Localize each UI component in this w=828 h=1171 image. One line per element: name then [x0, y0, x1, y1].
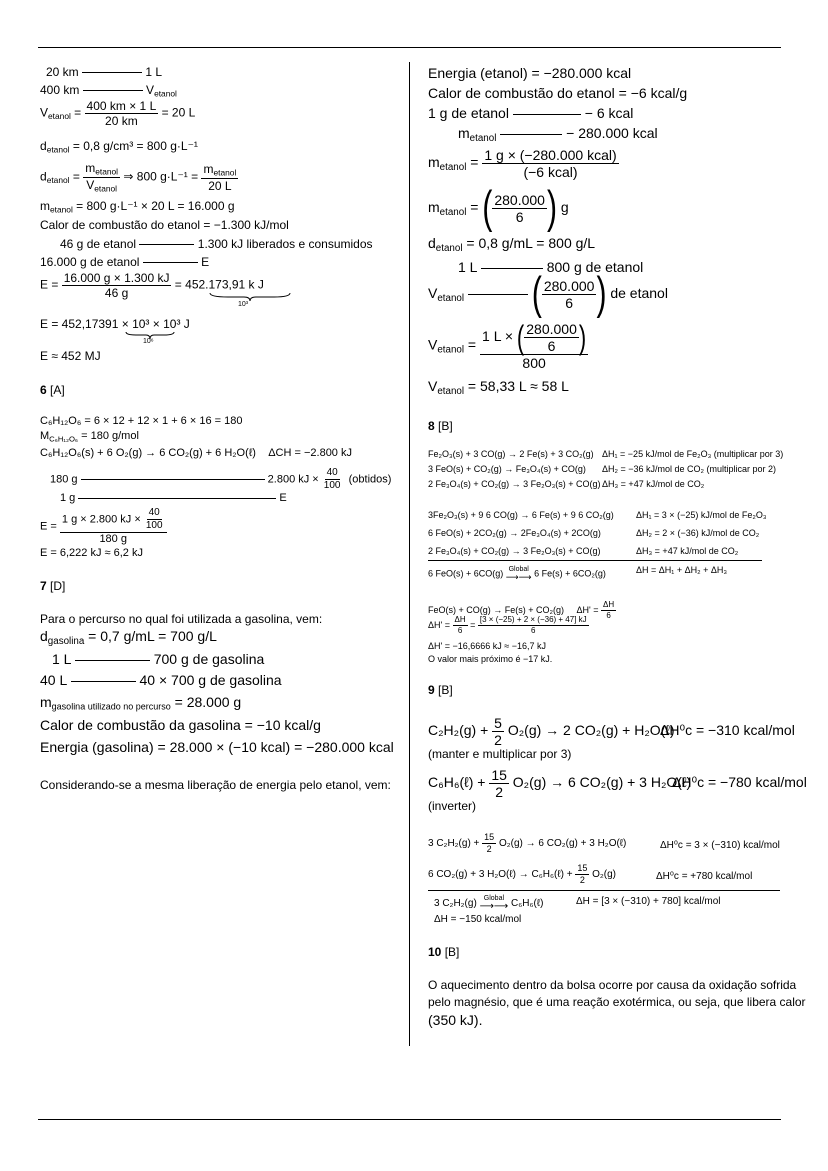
benzene-note: (inverter): [428, 799, 477, 813]
enthalpy-b3: ΔH₃ = +47 kJ/mol de CO₂: [636, 546, 739, 556]
sum-rule: [428, 890, 780, 891]
gasoline-heat: Calor de combustão da gasolina = −10 kcal/g: [40, 717, 321, 733]
reaction-b4: 6 FeO(s) + 6CO(g) Global ⟶⟶ 6 Fe(s) + 6CO₂(g): [428, 566, 606, 582]
underbrace: [208, 291, 292, 303]
ethanol-density: $d_{etanol} = 0,8$ g/mL = 800 g/L: [428, 235, 596, 254]
question-9-header: 9 [B]: [428, 683, 453, 697]
energy-equation-2: E = 452,17391 × 10³ × 10³ J: [40, 317, 190, 331]
ethanol-volume-eq-2: $V_{etanol}$ = 1 L × ( $\frac{280.000}{6}$ ) 800: [428, 318, 587, 371]
gasoline-density: $d_{gasolina} = 0,7$ g/mL = 700 g/L: [40, 628, 217, 647]
reaction-f2: 6 CO₂(g) + 3 H₂O(ℓ) → C₆H₆(ℓ) + $\frac{15}{2}$ O₂(g): [428, 863, 616, 885]
ratio-row: 180 g 2.800 kJ × $\frac{40}{100}$ (obtidos): [50, 467, 392, 491]
brace-label: 10⁶: [143, 338, 154, 345]
mass-equation: $m_{etanol} = 800$ g·L⁻¹ × 20 L = 16.000 g: [40, 199, 235, 215]
enthalpy-f2: ΔH⁰c = +780 kcal/mol: [656, 871, 753, 882]
ratio-row: 20 km 1 L: [46, 65, 163, 79]
molar-mass: $M_{C_6H_{12}O_6} = 180$ g/mol: [40, 430, 139, 444]
ratio-row: 40 L 40 × 700 g de gasolina: [40, 672, 282, 688]
q10-text-line: (350 kJ).: [428, 1012, 483, 1028]
ratio-row: 1 L 800 g de etanol: [458, 259, 644, 275]
reaction-f1: 3 C₂H₂(g) + $\frac{15}{2}$ O₂(g) → 6 CO₂(g) + 3 H₂O(ℓ): [428, 832, 627, 854]
question-8-header: 8 [B]: [428, 419, 453, 433]
reaction-c1: FeO(s) + CO(g) → Fe(s) + CO₂(g) ΔH' = $\frac{\Delta H}{6}$: [428, 600, 615, 620]
reaction-a3: 2 Fe₃O₄(s) + CO₂(g) → 3 Fe₂O₃(s) + CO(g): [428, 479, 601, 489]
combustion-heat: Calor de combustão do etanol = −1.300 kJ/mol: [40, 218, 289, 232]
ethanol-mass-eq-2: $m_{etanol}$ = ( $\frac{280.000}{6}$ ) g: [428, 183, 569, 233]
reaction-a2: 3 FeO(s) + CO₂(g) → Fe₃O₄(s) + CO(g): [428, 464, 586, 474]
density-equation: $d_{etanol} = 0,8$ g/cm³ = 800 g·L⁻¹: [40, 139, 198, 155]
column-divider: [409, 62, 410, 1046]
reaction-a1: Fe₂O₃(s) + 3 CO(g) → 2 Fe(s) + 3 CO₂(g): [428, 449, 594, 459]
enthalpy-b1: ΔH₁ = 3 × (−25) kJ/mol de Fe₂O₃: [636, 510, 767, 520]
ethanol-energy: Energia (etanol) = −280.000 kcal: [428, 65, 632, 81]
question-10-header: 10 [B]: [428, 945, 460, 959]
brace-label: 10³: [238, 301, 249, 308]
gasoline-mass: $m_{gasolina utilizado no percurso} = 28.000$ g: [40, 694, 242, 712]
enthalpy-a1: ΔH₁ = −25 kJ/mol de Fe₂O₃ (multiplicar por 3): [602, 449, 784, 459]
bottom-rule: [38, 1119, 781, 1120]
enthalpy-a3: ΔH₃ = +47 kJ/mol de CO₂: [602, 479, 705, 489]
energy-equation-1: E = $\frac{16.000 g \times 1.300 kJ}{46 g}$ = 452.173,91 k J: [40, 271, 264, 300]
top-rule: [38, 47, 781, 48]
q10-text-line: pelo magnésio, que é uma reação exotérmica, ou seja, que libera calor: [428, 995, 806, 1009]
enthalpy-f1: ΔH⁰c = 3 × (−310) kcal/mol: [660, 840, 780, 851]
enthalpy-f4: ΔH = −150 kcal/mol: [434, 914, 522, 925]
ratio-row: 1 L 700 g de gasolina: [52, 651, 265, 667]
ethanol-mass-eq-1: $m_{etanol}$ = $\frac{\text{1 g × (−280.000 kcal)}}{\text{(−6 kcal)}}$: [428, 147, 617, 180]
ethanol-heat: Calor de combustão do etanol = −6 kcal/g: [428, 85, 688, 101]
delta-h-result: ΔH' = −16,6666 kJ ≈ −16,7 kJ: [428, 641, 546, 651]
ratio-row: 16.000 g de etanol E: [40, 255, 210, 269]
reaction-b1: 3Fe₂O₃(s) + 9 6 CO(g) → 6 Fe(s) + 9 6 CO₂(g): [428, 510, 614, 520]
benzene-reaction: C₆H₆(ℓ) + $\frac{15}{2}$ O₂(g) → 6 CO₂(g) + 3 H₂O(ℓ): [428, 767, 692, 800]
acetylene-note: (manter e multiplicar por 3): [428, 747, 572, 761]
q10-text-line: O aquecimento dentro da bolsa ocorre por causa da oxidação sofrida: [428, 978, 797, 992]
ethanol-volume-eq-1: $V_{etanol}$ ( $\frac{280.000}{6}$ ) de etanol: [428, 269, 668, 319]
ratio-row: 1 g de etanol − 6 kcal: [428, 105, 634, 121]
ratio-row: 46 g de etanol 1.300 kJ liberados e consumidos: [60, 237, 373, 251]
acetylene-reaction: C₂H₂(g) + $\frac{5}{2}$ O₂(g) → 2 CO₂(g) + H₂O(ℓ): [428, 715, 675, 748]
enthalpy-f3: ΔH = [3 × (−310) + 780] kcal/mol: [576, 896, 721, 907]
reaction-b2: 6 FeO(s) + 2CO₂(g) → 2Fe₃O₄(s) + 2CO(g): [428, 528, 601, 538]
q7-intro: Para o percurso no qual foi utilizada a gasolina, vem:: [40, 612, 323, 626]
question-7-header: 7 [D]: [40, 579, 66, 593]
ethanol-volume-result: $V_{etanol} = 58,33$ L ≈ 58 L: [428, 378, 569, 397]
density-equation-2: $d_{etanol}$ = $\frac{m_{etanol}}{V_{etanol}}$ ⇒ 800 g·L⁻¹ = $\frac{m_{etanol}}{20 L}$: [40, 161, 237, 194]
glucose-reaction: C₆H₁₂O₆(s) + 6 O₂(g) → 6 CO₂(g) + 6 H₂O(ℓ) ΔCH = −2.800 kJ: [40, 447, 352, 459]
reaction-b3: 2 Fe₃O₄(s) + CO₂(g) → 3 Fe₂O₃(s) + CO(g): [428, 546, 601, 556]
ratio-row: $m_{etanol} - 280.000$ kcal: [458, 125, 658, 144]
energy-result: E ≈ 452 MJ: [40, 349, 101, 363]
glucose-energy-equation: E = 1 g × 2.800 kJ × $\frac{40}{100}$ 180 g: [40, 508, 167, 545]
enthalpy-b4: ΔH = ΔH₁ + ΔH₂ + ΔH₃: [636, 565, 728, 575]
enthalpy-b2: ΔH₂ = 2 × (−36) kJ/mol de CO₂: [636, 528, 760, 538]
enthalpy-a2: ΔH₂ = −36 kJ/mol de CO₂ (multiplicar por 2): [602, 464, 777, 474]
reaction-f3: 3 C₂H₂(g) Global ⟶⟶ C₆H₆(ℓ): [434, 895, 544, 912]
ratio-row: 400 km $V_{etanol}$: [40, 83, 177, 99]
sum-rule: [428, 560, 762, 561]
glucose-energy-result: E = 6,222 kJ ≈ 6,2 kJ: [40, 547, 143, 559]
ratio-row: 1 g E: [60, 492, 287, 504]
delta-h-calc: ΔH' = $\frac{\Delta H}{6}$ = $\frac{[3 \times (-25) + 2 \times (-36) + 47] kJ}{6}$: [428, 615, 587, 635]
gasoline-energy: Energia (gasolina) = 28.000 × (−10 kcal) = −280.000 kcal: [40, 739, 394, 755]
closest-value: O valor mais próximo é −17 kJ.: [428, 654, 553, 664]
molar-mass-calc: C₆H₁₂O₆ = 6 × 12 + 12 × 1 + 6 × 16 = 180: [40, 415, 243, 427]
acetylene-enthalpy: ΔH⁰c = −310 kcal/mol: [660, 722, 795, 738]
question-6-header: 6 [A]: [40, 383, 65, 397]
q7-consider: Considerando-se a mesma liberação de energia pelo etanol, vem:: [40, 778, 391, 792]
benzene-enthalpy: ΔH⁰c = −780 kcal/mol: [672, 774, 807, 790]
volume-equation: $V_{etanol}$ = $\frac{400 km \times 1 L}{20 km}$ = 20 L: [40, 99, 196, 128]
